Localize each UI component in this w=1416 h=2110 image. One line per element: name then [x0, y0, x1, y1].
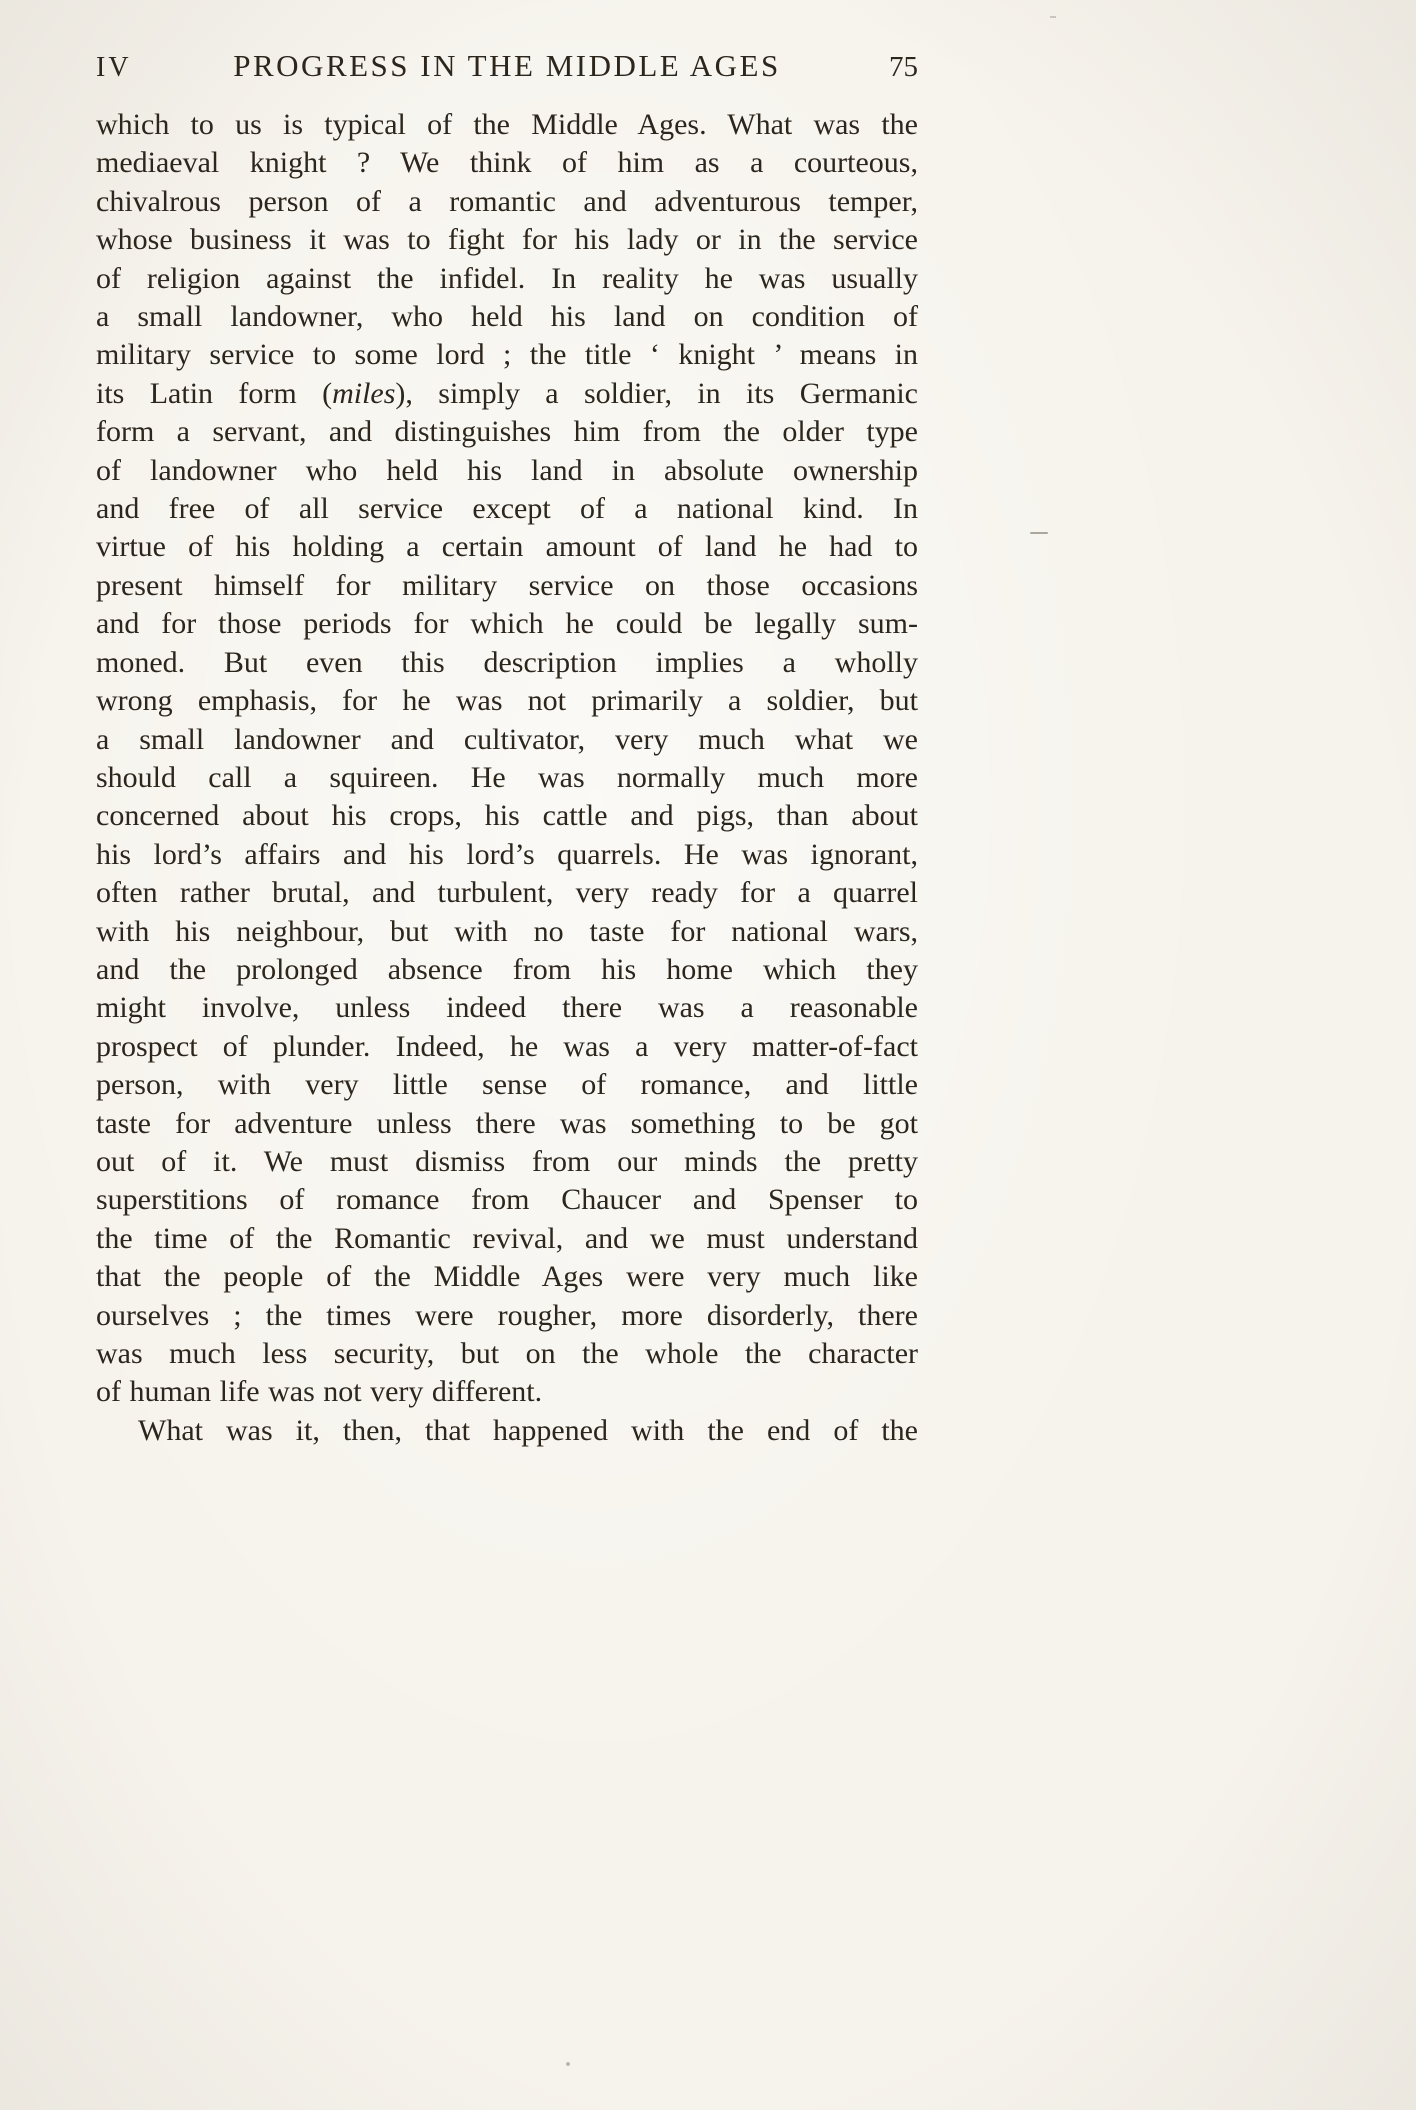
- text-line: prospect of plunder. Indeed, he was a very matter-of-fact: [96, 1029, 918, 1063]
- text-line: that the people of the Middle Ages were very much like: [96, 1260, 918, 1294]
- text-line: and the prolonged absence from his home which they: [96, 952, 918, 986]
- scan-artifact-dash: [1030, 532, 1048, 534]
- text-line: out of it. We must dismiss from our minds the pretty: [96, 1144, 918, 1178]
- text-line: and free of all service except of a national kind. In: [96, 492, 918, 526]
- text-line: wrong emphasis, for he was not primarily a soldier, but: [96, 684, 918, 718]
- text-line: superstitions of romance from Chaucer and Spenser to: [96, 1183, 918, 1217]
- text-line: a small landowner and cultivator, very much what we: [96, 722, 918, 756]
- text-line: which to us is typical of the Middle Ages. What was the: [96, 108, 918, 141]
- text-line: moned. But even this description implies a wholly: [96, 645, 918, 679]
- text-line: whose business it was to fight for his lady or in the service: [96, 223, 918, 257]
- text-line: was much less security, but on the whole the character: [96, 1337, 918, 1370]
- text-line: the time of the Romantic revival, and we must understand: [96, 1221, 918, 1255]
- text-line: should call a squireen. He was normally much more: [96, 760, 918, 794]
- text-line: present himself for military service on those occasions: [96, 568, 918, 602]
- body-text: [96, 106, 918, 1450]
- running-title: PROGRESS IN THE MIDDLE AGES: [233, 48, 781, 83]
- page-number: 75: [889, 51, 918, 83]
- text-line: concerned about his crops, his cattle and pigs, than about: [96, 799, 918, 833]
- text-line: What was it, then, that happened with the end of the: [138, 1413, 918, 1447]
- text-line: military service to some lord ; the title ‘ knight ’ means in: [96, 338, 918, 372]
- text-line: its Latin form (miles), simply a soldier, in its Germanic: [96, 376, 919, 410]
- text-line: form a servant, and distinguishes him from the older type: [96, 415, 918, 449]
- text-line: a small landowner, who held his land on condition of: [96, 300, 918, 334]
- text-line: his lord’s affairs and his lord’s quarrels. He was ignorant,: [96, 837, 918, 871]
- text-line: virtue of his holding a certain amount of land he had to: [96, 530, 918, 564]
- text-line: taste for adventure unless there was something to be got: [96, 1106, 918, 1140]
- text-line: chivalrous person of a romantic and adventurous temper,: [96, 184, 918, 218]
- text-line: mediaeval knight ? We think of him as a courteous,: [96, 146, 918, 180]
- italic-text: miles: [332, 376, 396, 410]
- text-block: [96, 48, 918, 1450]
- text-line: ourselves ; the times were rougher, more disorderly, there: [96, 1298, 918, 1332]
- text-line: person, with very little sense of romance, and little: [96, 1068, 918, 1102]
- text-line: of human life was not very different.: [96, 1375, 543, 1409]
- text-line: with his neighbour, but with no taste for national wars,: [96, 914, 918, 948]
- text-line: of religion against the infidel. In reality he was usually: [96, 261, 918, 295]
- text-line: might involve, unless indeed there was a reasonable: [96, 991, 918, 1025]
- text-line: often rather brutal, and turbulent, very ready for a quarrel: [96, 876, 918, 910]
- text-line: of landowner who held his land in absolute ownership: [96, 453, 918, 487]
- scan-artifact-dot: [566, 2062, 570, 2066]
- scan-artifact-speck: [1050, 16, 1056, 18]
- page-header: [96, 48, 918, 86]
- chapter-numeral: IV: [96, 52, 132, 83]
- text-line: and for those periods for which he could be legally sum-: [96, 607, 918, 641]
